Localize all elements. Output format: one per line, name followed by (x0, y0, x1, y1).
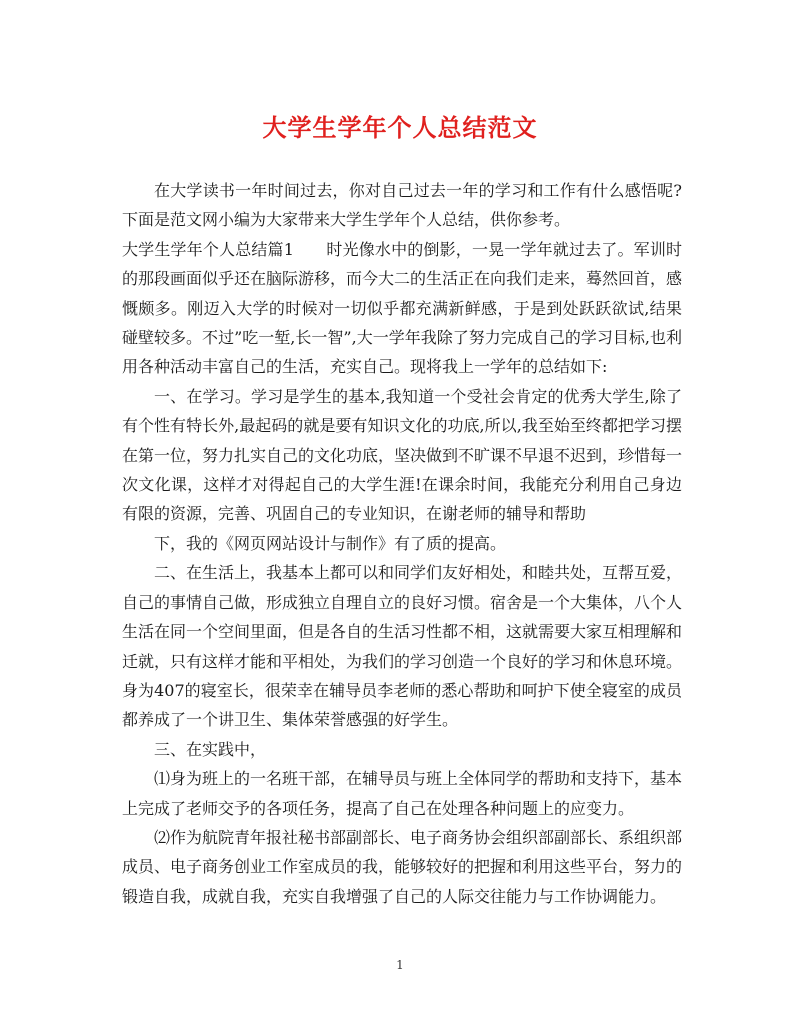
paragraph-practice-heading: 三、在实践中， (154, 739, 267, 759)
paragraph-practice-item-2: ⑵作为航院青年报社秘书部副部长、电子商务协会组织部副部长、系组织部成员、电子商务创业工作室成员的我，能够较好的把握和利用这些平台，努力的锻造自我，成就自我，充实自我增强了自己的人际交往能力与工作协调能力。 (122, 827, 683, 906)
paragraph-study-continued: 下，我的《网页网站设计与制作》有了质的提高。 (154, 533, 507, 553)
paragraph-study: 一、在学习。学习是学生的基本,我知道一个受社会肯定的优秀大学生,除了有个性有特长外,最起码的就是要有知识文化的功底,所以,我至始至终都把学习摆在第一位，努力扎实自己的文化功底，坚决做到不旷课不早退不迟到，珍惜每一次文化课，这样才对得起自己的大学生涯!在课余时间，我能充分利用自己身边有限的资源，完善、巩固自己的专业知识，在谢老师的辅导和帮助 (122, 386, 683, 524)
paragraph-life: 二、在生活上，我基本上都可以和同学们友好相处，和睦共处，互帮互爱，自己的事情自己做，形成独立自理自立的良好习惯。宿舍是一个大集体，八个人生活在同一个空间里面，但是各自的生活习性都不相，这就需要大家互相理解和迁就，只有这样才能和平相处，为我们的学习创造一个良好的学习和休息环境。身为407的寝室长，很荣幸在辅导员李老师的悉心帮助和呵护下使全寝室的成员都养成了一个讲卫生、集体荣誉感强的好学生。 (122, 563, 683, 730)
paragraph-section-1-start: 大学生学年个人总结篇1 时光像水中的倒影，一晃一学年就过去了。军训时的那段画面似乎还在脑际游移，而今大二的生活正在向我们走来，蓦然回首，感慨颇多。刚迈入大学的时候对一切似乎都充满新鲜感，于是到处跃跃欲试,结果碰壁较多。不过”吃一堑,长一智”,大一学年我除了努力完成自己的学习目标,也利用各种活动丰富自己的生活，充实自己。现将我上一学年的总结如下: (122, 239, 683, 377)
paragraph-intro: 在大学读书一年时间过去，你对自己过去一年的学习和工作有什么感悟呢?下面是范文网小编为大家带来大学生学年个人总结，供你参考。 (122, 181, 682, 230)
paragraph-practice-item-1: ⑴身为班上的一名班干部，在辅导员与班上全体同学的帮助和支持下，基本上完成了老师交予的各项任务，提高了自己在处理各种问题上的应变力。 (122, 769, 683, 818)
document-title: 大学生学年个人总结范文 (262, 113, 538, 142)
document-body (122, 176, 682, 911)
page-number: 1 (396, 958, 404, 972)
